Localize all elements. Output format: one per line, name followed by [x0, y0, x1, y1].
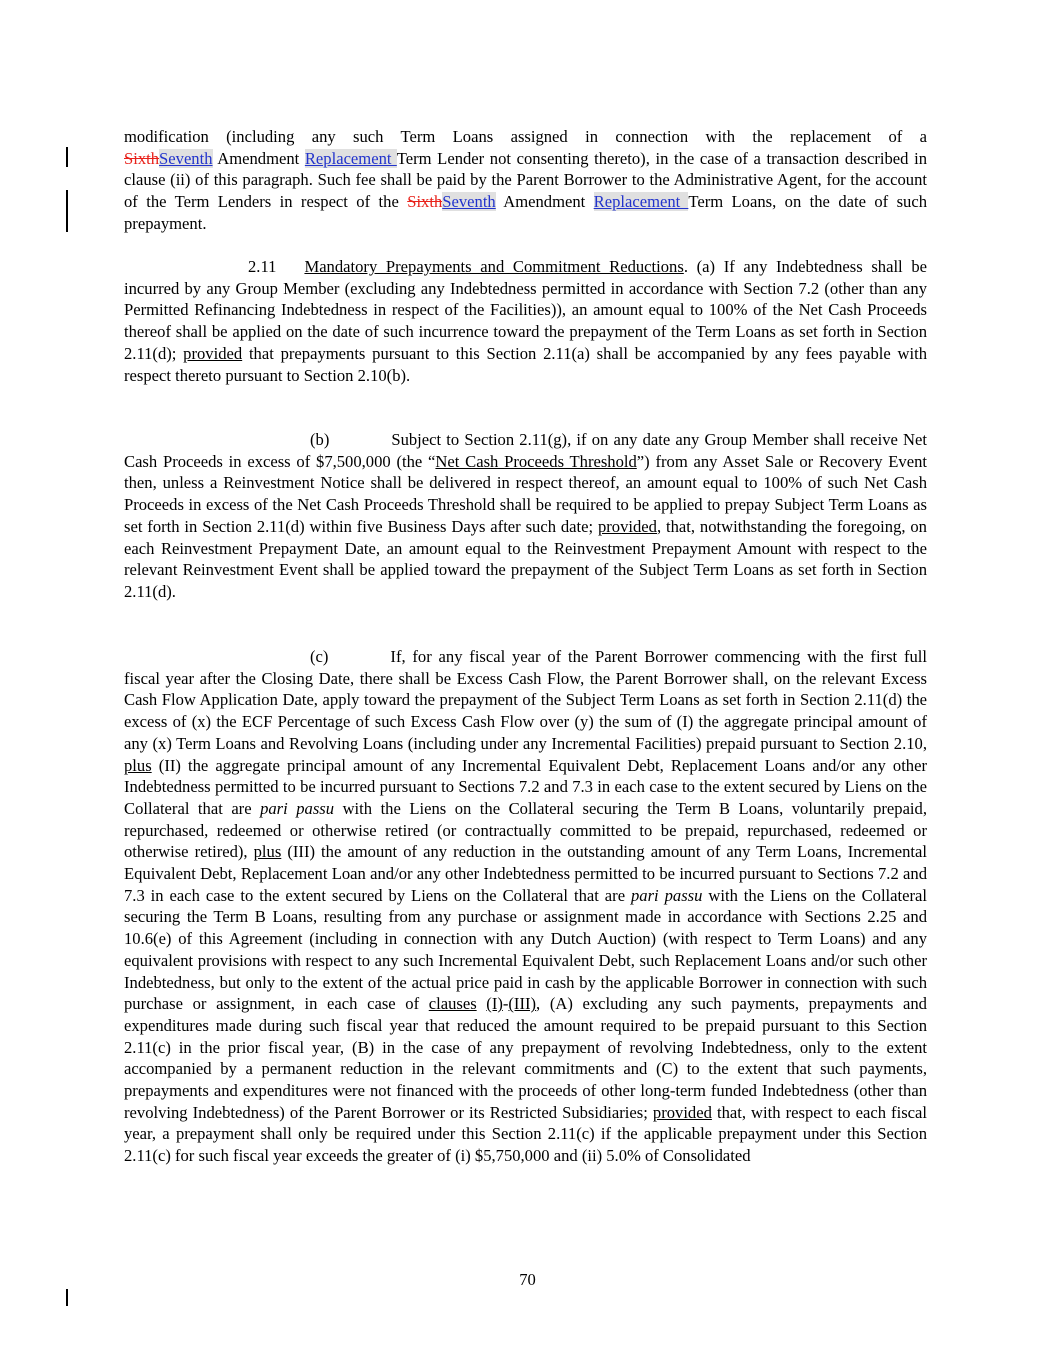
text-run: modification (including any such Term Loans assigned in connection with the replacement of a — [124, 127, 927, 146]
text-run: , (A) excluding any such payments, prepayments and expenditures made during such fiscal year that reduced the amount required to be prepaid pursuant to this Section 2.11(c) in the prior fiscal year, (B) in the case of any prepayment of revolving Indebtedness, only to the extent accompanied by a permanent reduction in the relevant commitments and (C) to the extent that such payments, prepayments and expenditures were not financed with the proceeds of other long-term funded Indebtedness (other than revolving Indebtedness) of the Parent Borrower or its Restricted Subsidiaries; — [124, 994, 927, 1122]
change-bar — [66, 190, 68, 232]
provided-term: provided — [183, 343, 243, 363]
plus-term: plus — [124, 755, 152, 775]
deleted-text: Sixth — [407, 192, 443, 212]
inserted-text: Seventh — [159, 148, 213, 168]
text-run: Subject to Section 2.11(g), if on any date any Group Member shall receive Net Cash Proceeds in excess of $7,500,000 (the “ — [124, 430, 927, 471]
change-bar — [66, 1289, 68, 1306]
text-run: ”) from any Asset Sale or Recovery Event then, unless a Reinvestment Notice shall be delivered in respect thereof, an amount equal to 100% of such Net Cash Proceeds in excess of the Net Cash Proceeds Threshold shall be required to be applied to prepay Subject Term Loans as set forth in Section 2.11(d) within five Business Days after such date; — [124, 451, 927, 536]
text-run: . (a) If any Indebtedness shall be incurred by any Group Member (excluding any Indebtedness permitted in accordance with Section 7.2 (other than any Permitted Refinancing Indebtedness in respect of the Facilities)), an amount equal to 100% of the Net Cash Proceeds thereof shall be applied on the date of such incurrence toward the prepayment of the Term Loans as set forth in Section 2.11(d); — [124, 257, 927, 363]
text-run: - — [502, 994, 509, 1014]
deleted-text: Sixth — [124, 148, 160, 168]
text-run: Amendment — [212, 148, 305, 168]
provided-term: provided — [597, 516, 657, 536]
inserted-text: Seventh — [442, 192, 496, 212]
text-run: that prepayments pursuant to this Section 2.11(a) shall be accompanied by any fees payable with respect thereto pursuant to Section 2.10(b). — [124, 343, 928, 385]
paragraph-b — [124, 429, 927, 603]
text-run: Term Lender not consenting thereto), in the case of a transaction described in clause (ii) of this paragraph. Such fee shall be paid by the Parent Borrower to the Administrative Agent, for the account of the Term Lenders in respect of the — [124, 148, 927, 212]
text-run: with the Liens on the Collateral securing the Term B Loans, voluntarily prepaid, repurchased, redeemed or otherwise retired (or contractually committed to be prepaid, repurchased, redeemed or otherwise retired), — [124, 798, 927, 862]
defined-term: Net Cash Proceeds Threshold — [435, 451, 637, 471]
plus-term: plus — [253, 842, 282, 862]
roman-ref: (I) — [486, 994, 503, 1014]
section-2-11-paragraph — [124, 256, 927, 386]
text-run: , that, notwithstanding the foregoing, on each Reinvestment Prepayment Date, an amount equal to the Reinvestment Prepayment Amount with respect to the relevant Reinvestment Event shall be applied toward the prepayment of the Subject Term Loans as set forth in Section 2.11(d). — [124, 516, 927, 601]
text-run: Amendment — [495, 192, 594, 212]
inserted-text: Replacement — [304, 148, 397, 168]
change-bar — [66, 147, 68, 167]
clauses-term: clauses — [428, 994, 477, 1014]
section-number: 2.11 — [248, 257, 277, 276]
text-run: that, with respect to each fiscal year, a prepayment shall only be required under this Section 2.11(c) if the applicable prepayment under this Section 2.11(c) for such fiscal year exceeds the greater of (i) $5,750,000 and (ii) 5.0% of Consolidated — [124, 1102, 927, 1166]
paragraph-fee-continuation — [124, 126, 927, 235]
inserted-text: Replacement — [593, 192, 689, 212]
text-run — [477, 994, 487, 1013]
text-run: with the Liens on the Collateral securing the Term B Loans, resulting from any purchase or assignment made in accordance with Sections 2.25 and 10.6(e) of this Agreement (including in connection with any Dutch Auction) (with respect to Term Loans) and any equivalent provisions with respect to any such Incremental Equivalent Debt, such Replacement Loans and/or such other Indebtedness, but only to the extent of the actual price paid in cash by the applicable Borrower in connection with such purchase or assignment, in each case of — [124, 885, 928, 1014]
clause-label: (c) — [310, 647, 329, 666]
text-run: If, for any fiscal year of the Parent Borrower commencing with the first full fiscal year after the Closing Date, there shall be Excess Cash Flow, the Parent Borrower shall, on the relevant Excess Cash Flow Application Date, apply toward the prepayment of the Subject Term Loans as set forth in Section 2.11(d) the excess of (x) the ECF Percentage of such Excess Cash Flow over (y) the sum of (I) the aggregate principal amount of any (x) Term Loans and Revolving Loans (including under any Incremental Facilities) prepaid pursuant to Section 2.10, — [124, 647, 927, 753]
paragraph-c — [124, 646, 927, 1167]
clause-label: (b) — [310, 430, 330, 449]
provided-term: provided — [652, 1102, 712, 1122]
text-run: (II) the aggregate principal amount of any Incremental Equivalent Debt, Replacement Loans and/or any other Indebtedness permitted to be incurred pursuant to Sections 7.2 and 7.3 in each case to the extent secured by Liens on the Collateral that are — [124, 755, 927, 818]
text-run: (III) the amount of any reduction in the outstanding amount of any Term Loans, Incremental Equivalent Debt, Replacement Loan and/or any other Indebtedness permitted to be incurred pursuant to Sections 7.2 and 7.3 in each case to the extent secured by Liens on the Collateral that are — [124, 842, 927, 905]
page-number: 70 — [519, 1270, 536, 1289]
roman-ref: (III) — [508, 994, 537, 1014]
italic-term: pari passu — [260, 798, 335, 818]
text-run: Term Loans, on the date of such prepayment. — [124, 192, 927, 233]
section-heading: Mandatory Prepayments and Commitment Reductions — [304, 257, 684, 276]
italic-term: pari passu — [631, 885, 703, 905]
